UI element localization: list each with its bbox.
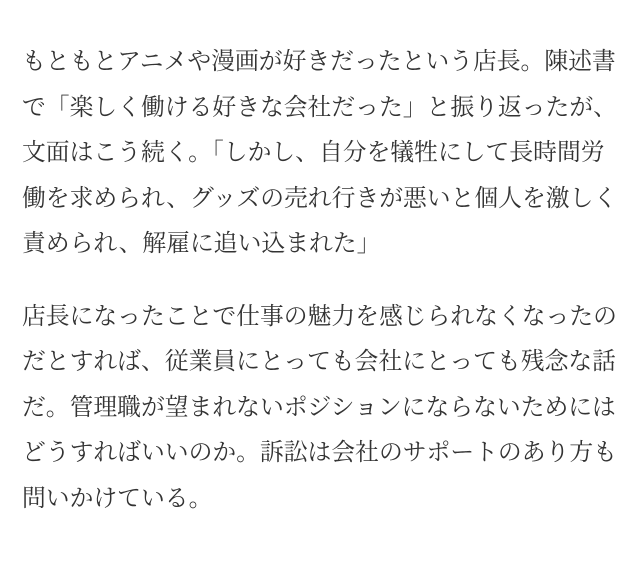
paragraph-2	[22, 294, 620, 522]
text-line: どうすればいいのか。訴訟は会社のサポートのあり方も	[22, 438, 617, 466]
text-line: もともとアニメや漫画が好きだったという店長。陳述書	[22, 47, 616, 75]
text-line: 問いかけている。	[22, 483, 213, 512]
text-line: 働を求められ、グッズの売れ行きが悪いと個人を激しく	[22, 183, 618, 212]
paragraph-1	[22, 39, 620, 267]
text-line: 責められ、解雇に追い込まれた」	[22, 229, 381, 257]
text-line: で「楽しく働ける好きな会社だった」と振り返ったが、	[22, 92, 617, 121]
text-line: 文面はこう続く。「しかし、自分を犠牲にして長時間労	[22, 138, 605, 166]
text-line: だ。管理職が望まれないポジションにならないためには	[22, 392, 616, 421]
text-line: だとすれば、従業員にとっても会社にとっても残念な話	[22, 347, 616, 375]
article-body	[22, 39, 620, 548]
text-line: 店長になったことで仕事の魅力を感じられなくなったの	[22, 301, 617, 330]
